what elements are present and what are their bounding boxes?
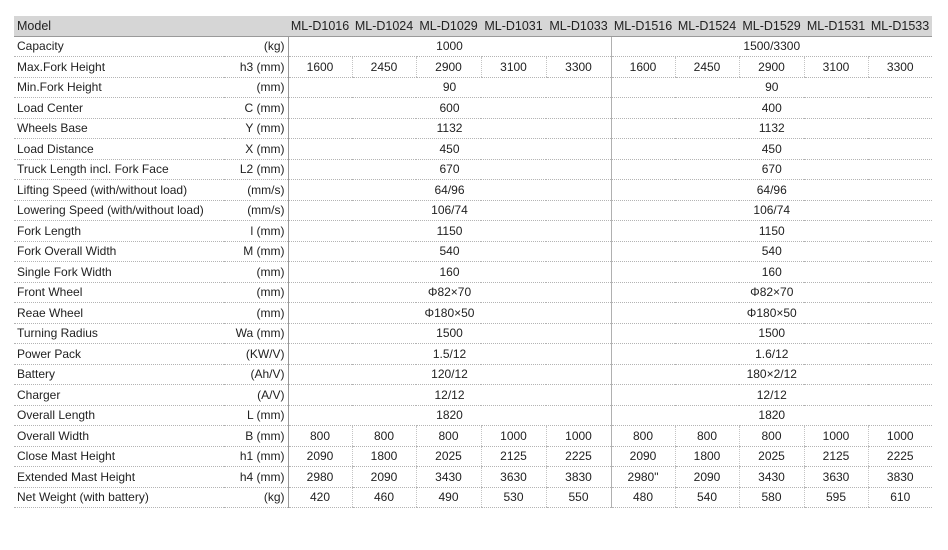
spec-value: 670 [288, 159, 611, 180]
param-unit: Y (mm) [224, 118, 288, 139]
spec-value: 1000 [868, 426, 932, 447]
spec-value: 12/12 [611, 385, 932, 406]
spec-value: 550 [546, 487, 611, 508]
param-unit: (mm) [224, 262, 288, 283]
spec-value: 2980" [611, 467, 675, 488]
spec-value: 3100 [804, 57, 868, 78]
param-name: Close Mast Height [14, 446, 224, 467]
model-header: ML-D1016 [288, 16, 352, 36]
spec-value: 1150 [288, 221, 611, 242]
spec-value: 90 [611, 77, 932, 98]
spec-value: 1800 [675, 446, 739, 467]
spec-value: Φ180×50 [611, 303, 932, 324]
spec-value: 2090 [352, 467, 416, 488]
spec-value: 1.5/12 [288, 344, 611, 365]
spec-value: 400 [611, 98, 932, 119]
param-name: Battery [14, 364, 224, 385]
spec-value: 800 [739, 426, 804, 447]
spec-value: Φ82×70 [611, 282, 932, 303]
param-unit: (Ah/V) [224, 364, 288, 385]
param-name: Net Weight (with battery) [14, 487, 224, 508]
spec-row [14, 385, 932, 406]
spec-value: 800 [675, 426, 739, 447]
spec-row [14, 282, 932, 303]
spec-value: 1150 [611, 221, 932, 242]
param-name: Single Fork Width [14, 262, 224, 283]
spec-value: 3830 [868, 467, 932, 488]
spec-value: 2090 [675, 467, 739, 488]
spec-value: 2900 [739, 57, 804, 78]
spec-value: 800 [611, 426, 675, 447]
spec-value: 460 [352, 487, 416, 508]
spec-row [14, 180, 932, 201]
spec-value: 610 [868, 487, 932, 508]
spec-row [14, 118, 932, 139]
spec-row [14, 467, 932, 488]
spec-value: 540 [288, 241, 611, 262]
model-header: ML-D1029 [416, 16, 481, 36]
spec-value: 2125 [804, 446, 868, 467]
model-header: ML-D1531 [804, 16, 868, 36]
spec-value: 1132 [611, 118, 932, 139]
spec-row [14, 364, 932, 385]
spec-row [14, 241, 932, 262]
model-header-label: Model [14, 16, 288, 36]
spec-row [14, 323, 932, 344]
param-name: Truck Length incl. Fork Face [14, 159, 224, 180]
spec-value: 420 [288, 487, 352, 508]
spec-value: 106/74 [288, 200, 611, 221]
spec-value: 1500/3300 [611, 36, 932, 57]
spec-value: 600 [288, 98, 611, 119]
spec-value: 540 [675, 487, 739, 508]
spec-value: 1132 [288, 118, 611, 139]
spec-value: 1000 [481, 426, 546, 447]
model-header: ML-D1533 [868, 16, 932, 36]
spec-row [14, 139, 932, 160]
spec-value: 1000 [804, 426, 868, 447]
spec-value: 3630 [481, 467, 546, 488]
param-unit: (kg) [224, 487, 288, 508]
spec-value: 120/12 [288, 364, 611, 385]
param-unit: (mm/s) [224, 200, 288, 221]
spec-value: Φ82×70 [288, 282, 611, 303]
spec-value: 3300 [868, 57, 932, 78]
spec-row [14, 98, 932, 119]
param-name: Reae Wheel [14, 303, 224, 324]
spec-value: 1500 [288, 323, 611, 344]
spec-value: 1820 [288, 405, 611, 426]
param-unit: (mm) [224, 282, 288, 303]
spec-value: 1820 [611, 405, 932, 426]
param-unit: M (mm) [224, 241, 288, 262]
param-name: Fork Length [14, 221, 224, 242]
spec-value: 2025 [739, 446, 804, 467]
param-unit: l (mm) [224, 221, 288, 242]
spec-value: 3100 [481, 57, 546, 78]
param-unit: h4 (mm) [224, 467, 288, 488]
param-unit: L2 (mm) [224, 159, 288, 180]
param-unit: B (mm) [224, 426, 288, 447]
param-name: Wheels Base [14, 118, 224, 139]
spec-value: 1.6/12 [611, 344, 932, 365]
param-name: Overall Width [14, 426, 224, 447]
param-unit: (mm) [224, 77, 288, 98]
spec-row [14, 77, 932, 98]
header-row [14, 16, 932, 36]
spec-value: 2450 [675, 57, 739, 78]
spec-value: 180×2/12 [611, 364, 932, 385]
spec-value: 1800 [352, 446, 416, 467]
spec-value: 2225 [546, 446, 611, 467]
spec-value: 480 [611, 487, 675, 508]
spec-value: 670 [611, 159, 932, 180]
spec-row [14, 487, 932, 508]
spec-row [14, 405, 932, 426]
spec-value: 1500 [611, 323, 932, 344]
spec-value: 1600 [611, 57, 675, 78]
spec-row [14, 446, 932, 467]
param-unit: C (mm) [224, 98, 288, 119]
spec-row [14, 200, 932, 221]
param-name: Min.Fork Height [14, 77, 224, 98]
spec-value: 2980 [288, 467, 352, 488]
spec-table [14, 16, 932, 508]
spec-value: 580 [739, 487, 804, 508]
spec-value: 450 [611, 139, 932, 160]
param-unit: h1 (mm) [224, 446, 288, 467]
param-unit: (A/V) [224, 385, 288, 406]
param-name: Charger [14, 385, 224, 406]
spec-value: 106/74 [611, 200, 932, 221]
spec-value: 2450 [352, 57, 416, 78]
model-header: ML-D1516 [611, 16, 675, 36]
spec-value: 1600 [288, 57, 352, 78]
spec-row [14, 262, 932, 283]
spec-value: 90 [288, 77, 611, 98]
spec-row [14, 303, 932, 324]
model-header: ML-D1033 [546, 16, 611, 36]
spec-row [14, 426, 932, 447]
spec-value: 530 [481, 487, 546, 508]
spec-value: 3430 [739, 467, 804, 488]
param-unit: Wa (mm) [224, 323, 288, 344]
spec-value: 160 [611, 262, 932, 283]
spec-value: 3300 [546, 57, 611, 78]
spec-value: 2125 [481, 446, 546, 467]
spec-value: 490 [416, 487, 481, 508]
param-name: Lowering Speed (with/without load) [14, 200, 224, 221]
spec-value: 2090 [611, 446, 675, 467]
spec-row [14, 159, 932, 180]
spec-row [14, 57, 932, 78]
spec-value: Φ180×50 [288, 303, 611, 324]
spec-value: 2025 [416, 446, 481, 467]
param-name: Capacity [14, 36, 224, 57]
param-name: Lifting Speed (with/without load) [14, 180, 224, 201]
param-unit: h3 (mm) [224, 57, 288, 78]
spec-value: 800 [416, 426, 481, 447]
spec-value: 540 [611, 241, 932, 262]
model-header: ML-D1529 [739, 16, 804, 36]
spec-value: 64/96 [288, 180, 611, 201]
model-header: ML-D1024 [352, 16, 416, 36]
spec-value: 1000 [546, 426, 611, 447]
spec-body [14, 36, 932, 508]
spec-value: 12/12 [288, 385, 611, 406]
param-name: Overall Length [14, 405, 224, 426]
spec-value: 3630 [804, 467, 868, 488]
param-name: Max.Fork Height [14, 57, 224, 78]
model-header: ML-D1031 [481, 16, 546, 36]
param-unit: (mm/s) [224, 180, 288, 201]
spec-value: 2225 [868, 446, 932, 467]
spec-value: 64/96 [611, 180, 932, 201]
spec-value: 800 [288, 426, 352, 447]
spec-value: 450 [288, 139, 611, 160]
spec-row [14, 344, 932, 365]
spec-value: 3830 [546, 467, 611, 488]
spec-value: 2900 [416, 57, 481, 78]
param-name: Turning Radius [14, 323, 224, 344]
param-name: Load Center [14, 98, 224, 119]
spec-value: 160 [288, 262, 611, 283]
param-name: Power Pack [14, 344, 224, 365]
spec-value: 1000 [288, 36, 611, 57]
param-unit: (KW/V) [224, 344, 288, 365]
param-name: Fork Overall Width [14, 241, 224, 262]
param-unit: L (mm) [224, 405, 288, 426]
param-name: Extended Mast Height [14, 467, 224, 488]
spec-row [14, 221, 932, 242]
param-unit: (kg) [224, 36, 288, 57]
param-unit: X (mm) [224, 139, 288, 160]
param-name: Front Wheel [14, 282, 224, 303]
spec-row [14, 36, 932, 57]
param-name: Load Distance [14, 139, 224, 160]
spec-value: 800 [352, 426, 416, 447]
model-header: ML-D1524 [675, 16, 739, 36]
param-unit: (mm) [224, 303, 288, 324]
spec-value: 595 [804, 487, 868, 508]
spec-value: 2090 [288, 446, 352, 467]
spec-value: 3430 [416, 467, 481, 488]
